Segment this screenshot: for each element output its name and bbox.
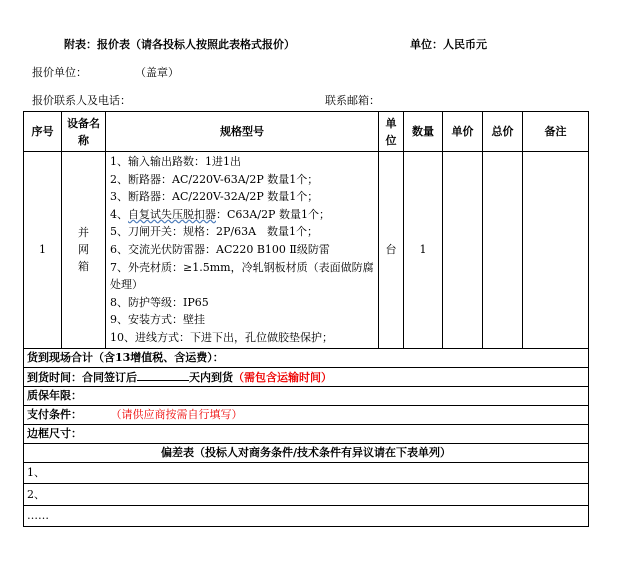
payment-label: 支付条件： bbox=[27, 408, 82, 422]
table-header-row bbox=[24, 112, 589, 152]
row-unit-price[interactable] bbox=[443, 152, 483, 349]
warranty-label: 质保年限： bbox=[24, 386, 589, 405]
col-header-remark: 备注 bbox=[523, 112, 589, 152]
spec-item: 2、断路器：AC/220V-63A/2P 数量1个； bbox=[110, 172, 319, 186]
row-equipment-name: 并网箱 bbox=[62, 152, 106, 349]
frame-size-row bbox=[24, 424, 589, 443]
spec-item-suffix: ：C63A/2P 数量1个； bbox=[216, 207, 330, 221]
warranty-row bbox=[24, 386, 589, 405]
row-index: 1 bbox=[24, 152, 62, 349]
total-row bbox=[24, 348, 589, 367]
payment-row bbox=[24, 405, 589, 424]
delivery-middle: 天内到货 bbox=[189, 370, 233, 384]
deviation-row bbox=[24, 483, 589, 505]
row-spec-list bbox=[106, 152, 379, 349]
seal-label: （盖章） bbox=[135, 66, 179, 79]
col-header-index: 序号 bbox=[24, 112, 62, 152]
spec-item: 9、安装方式：壁挂 bbox=[110, 313, 205, 327]
row-total-price[interactable] bbox=[483, 152, 523, 349]
col-header-quantity: 数量 bbox=[404, 112, 443, 152]
spec-item: 7、外壳材质：≥1.5mm，冷轧钢板材质（表面做防腐处理） bbox=[110, 260, 374, 292]
delivery-note: （需包含运输时间） bbox=[233, 370, 332, 384]
col-header-unit-price: 单价 bbox=[443, 112, 483, 152]
payment-cell bbox=[24, 405, 589, 424]
spec-item: 6、交流光伏防雷器：AC220 B100 Ⅱ级防雷 bbox=[110, 242, 330, 256]
currency-unit: 单位：人民币元 bbox=[410, 38, 487, 51]
quote-company-label: 报价单位： bbox=[32, 66, 87, 79]
row-quantity: 1 bbox=[404, 152, 443, 349]
spec-item-prefix: 4、 bbox=[110, 207, 128, 221]
email-label: 联系邮箱： bbox=[325, 94, 380, 107]
payment-note: （请供应商按需自行填写） bbox=[116, 408, 243, 422]
deviation-row bbox=[24, 505, 589, 526]
delivery-cell bbox=[24, 367, 589, 386]
delivery-prefix: 到货时间：合同签订后 bbox=[27, 370, 137, 384]
deviation-row bbox=[24, 462, 589, 483]
col-header-spec: 规格型号 bbox=[106, 112, 379, 152]
col-header-total-price: 总价 bbox=[483, 112, 523, 152]
col-header-unit: 单位 bbox=[379, 112, 404, 152]
row-unit: 台 bbox=[379, 152, 404, 349]
deviation-item[interactable]: 2、 bbox=[24, 483, 589, 505]
deviation-item[interactable]: …… bbox=[24, 505, 589, 526]
deviation-title-row bbox=[24, 443, 589, 462]
spec-item bbox=[110, 206, 374, 224]
spec-item: 8、防护等级：IP65 bbox=[110, 295, 209, 309]
spec-item: 1、输入输出路数：1进1出 bbox=[110, 155, 241, 168]
deviation-title: 偏差表（投标人对商务条件/技术条件有异议请在下表单列） bbox=[24, 443, 589, 462]
delivery-days-blank[interactable] bbox=[137, 368, 189, 381]
total-label: 货到现场合计（含13增值税、含运费）： bbox=[24, 348, 589, 367]
spec-item: 10、进线方式：下进下出，孔位做胶垫保护； bbox=[110, 330, 333, 344]
deviation-item[interactable]: 1、 bbox=[24, 462, 589, 483]
quote-table bbox=[23, 111, 589, 527]
table-row bbox=[24, 152, 589, 349]
spec-item: 3、断路器：AC/220V-32A/2P 数量1个； bbox=[110, 190, 319, 204]
delivery-row bbox=[24, 367, 589, 386]
row-remark[interactable] bbox=[523, 152, 589, 349]
contact-label: 报价联系人及电话： bbox=[32, 94, 131, 107]
frame-size-label: 边框尺寸： bbox=[24, 424, 589, 443]
col-header-equipment-name: 设备名称 bbox=[62, 112, 106, 152]
spec-item-underlined: 自复试失压脱扣器 bbox=[128, 207, 216, 221]
document-title: 附表：报价表（请各投标人按照此表格式报价） bbox=[64, 38, 295, 51]
spec-item: 5、刀闸开关：规格：2P/63A 数量1个； bbox=[110, 225, 319, 239]
